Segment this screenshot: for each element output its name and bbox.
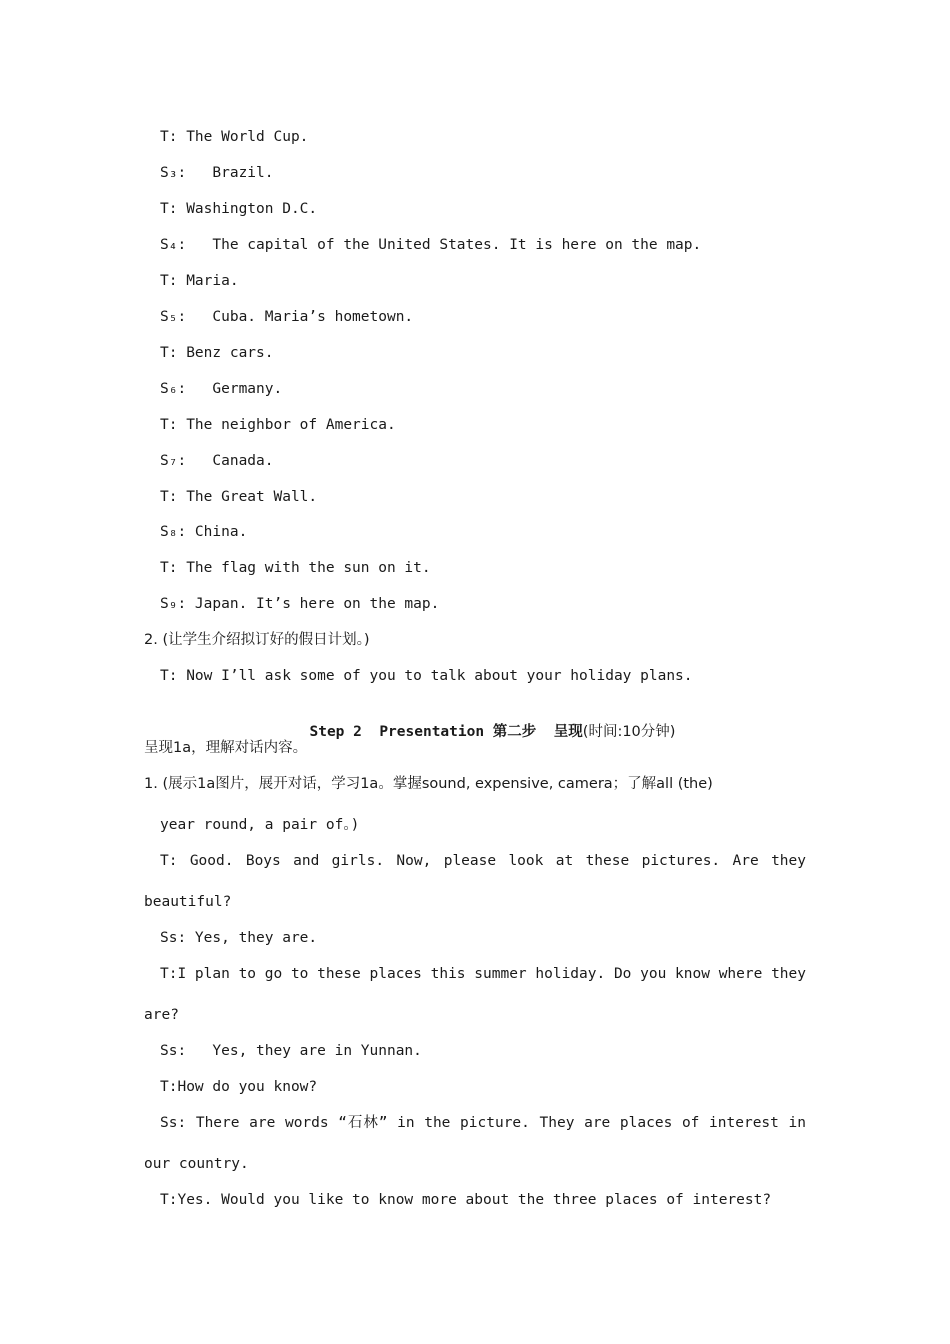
dialogue-line: T: Now I’ll ask some of you to talk about your holiday plans. (160, 668, 693, 684)
instruction-line: 1. (展示1a图片，展开对话，学习1a。掌握sound, expensive, camera；了解all (the) (144, 776, 713, 792)
dialogue-line: S₉: Japan. It’s here on the map. (160, 596, 440, 612)
dialogue-line: T: Washington D.C. (160, 201, 318, 217)
dialogue-line-continued: are? (144, 1007, 179, 1023)
dialogue-line: S₇: Canada. (160, 453, 274, 469)
dialogue-line: S₅: Cuba. Maria’s hometown. (160, 309, 414, 325)
dialogue-line: Ss: Yes, they are in Yunnan. (160, 1043, 422, 1059)
dialogue-line: S₄: The capital of the United States. It is here on the map. (160, 237, 702, 253)
instruction-line: year round, a pair of。) (160, 817, 360, 833)
dialogue-line: T: Benz cars. (160, 345, 274, 361)
dialogue-line: S₆: Germany. (160, 381, 283, 397)
instruction-line: 呈现1a，理解对话内容。 (144, 740, 308, 756)
step-heading-title: Step 2 Presentation 第二步 呈现 (309, 724, 583, 740)
dialogue-line: T: Good. Boys and girls. Now, please look at these pictures. Are they (160, 853, 806, 869)
step-heading-time: (时间:10分钟) (582, 724, 676, 740)
dialogue-line: T:How do you know? (160, 1079, 318, 1095)
dialogue-line: T:I plan to go to these places this summer holiday. Do you know where they (160, 966, 807, 982)
dialogue-line: T: The World Cup. (160, 129, 309, 145)
instruction-line: 2. (让学生介绍拟订好的假日计划。) (144, 632, 370, 648)
dialogue-line-continued: our country. (144, 1156, 249, 1172)
dialogue-line: T: The Great Wall. (160, 489, 318, 505)
dialogue-line: Ss: There are words “石林” in the picture. They are places of interest in (160, 1115, 806, 1131)
dialogue-line-continued: beautiful? (144, 894, 232, 910)
dialogue-line: T: The flag with the sun on it. (160, 560, 431, 576)
dialogue-line: S₃: Brazil. (160, 165, 274, 181)
dialogue-line: T: Maria. (160, 273, 239, 289)
dialogue-line: T: The neighbor of America. (160, 417, 396, 433)
step-heading (0, 702, 950, 762)
dialogue-line: Ss: Yes, they are. (160, 930, 318, 946)
dialogue-line: S₈: China. (160, 524, 248, 540)
dialogue-line: T:Yes. Would you like to know more about the three places of interest? (160, 1192, 772, 1208)
